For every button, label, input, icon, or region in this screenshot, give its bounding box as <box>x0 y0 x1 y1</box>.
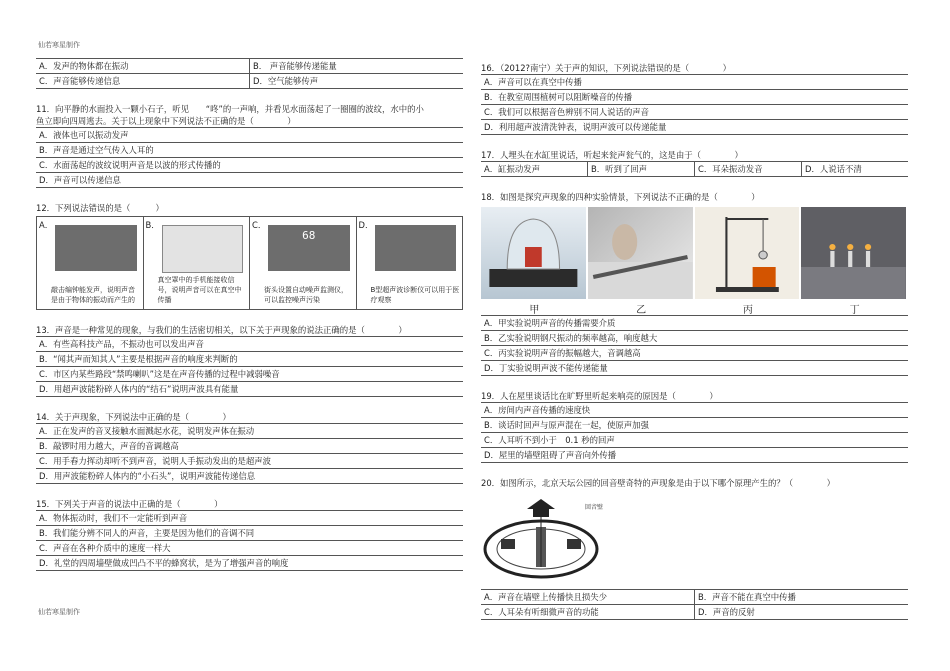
q20-option-b: B．声音不能在真空中传播 <box>694 590 908 604</box>
q18-labels <box>481 301 908 315</box>
q13-option-a: A．有些高科技产品，不振动也可以发出声音 <box>39 339 204 349</box>
q20-options <box>481 589 908 620</box>
q18-photo-bell-jar <box>481 207 586 299</box>
q15-stem: 15．下列关于声音的说法中正确的是（ ） <box>36 499 223 509</box>
q11-options <box>36 127 463 188</box>
q12-image-ultrasound <box>375 225 457 271</box>
q13-option-c: C．市区内某些路段“禁鸣喇叭”这是在声音传播的过程中减弱噪音 <box>39 369 280 379</box>
q12-tag-d: D． <box>358 220 374 230</box>
q11-option-d: D．声音可以传递信息 <box>39 175 121 185</box>
q12-image-bells <box>55 225 137 271</box>
q20-option-d: D．声音的反射 <box>694 605 908 619</box>
q18-option-c: C．丙实验说明声音的振幅越大，音调越高 <box>484 348 641 358</box>
q20-option-c: C．人耳朵有听细微声音的功能 <box>484 607 599 617</box>
q16-stem: 16．（2012?南宁）关于声的知识，下列说法错误的是（ ） <box>481 63 731 73</box>
q18-option-d: D．丁实验说明声波不能传递能量 <box>484 363 608 373</box>
q14-option-d: D．用声波能粉碎人体内的“小石头”，说明声波能传递信息 <box>39 471 256 481</box>
q12-figure-row <box>36 216 463 310</box>
watermark-top: 仙若寒星制作 <box>38 41 80 49</box>
q12-caption-b: 真空罩中的手机能接收信号，说明声音可以在真空中传播 <box>157 276 242 304</box>
q10-option-a: A．发声的物体都在振动 <box>39 61 129 71</box>
q16-option-d: D．利用超声波清洗钟表，说明声波可以传递能量 <box>484 122 667 132</box>
q16-option-b: B．在教室周围植树可以阻断噪音的传播 <box>484 92 633 102</box>
q11-option-b: B．声音是通过空气传入人耳的 <box>39 145 154 155</box>
q13-option-d: D．用超声波能粉碎人体内的“结石”说明声波具有能量 <box>39 384 239 394</box>
q12-tag-a: A． <box>39 220 54 230</box>
q12-box-a <box>36 217 144 309</box>
q12-caption-d: B型超声波诊断仪可以用于医疗观察 <box>370 286 460 304</box>
q20-option-a: A．声音在墙壁上传播快且损失少 <box>484 592 607 602</box>
q16-options <box>481 74 908 135</box>
watermark-bottom: 仙若寒星制作 <box>38 608 80 616</box>
q17-option-a: A．缸振动发声 <box>484 164 540 174</box>
q16-option-a: A．声音可以在真空中传播 <box>484 77 582 87</box>
q15-option-b: B．我们能分辨不同人的声音，主要是因为他们的音调不同 <box>39 528 255 538</box>
q18-photo-tuning-fork <box>695 207 800 299</box>
q12-image-noise-monitor <box>268 225 350 271</box>
q19-option-a: A．房间内声音传播的速度快 <box>484 405 591 415</box>
right-column <box>481 62 908 620</box>
q18-label-bing: 丙 <box>742 305 753 316</box>
q19-option-c: C．人耳听不到小于 0.1 秒的回声 <box>484 435 615 445</box>
q18-label-ding: 丁 <box>849 305 860 316</box>
q12-box-d <box>357 217 464 309</box>
q18-photo-candles <box>801 207 906 299</box>
q18-option-a: A．甲实验说明声音的传播需要介质 <box>484 318 616 328</box>
q12-image-phone-jar <box>162 225 244 273</box>
q19-stem: 19．人在屋里谈话比在旷野里听起来响亮的原因是（ ） <box>481 391 718 401</box>
q12-caption-c: 街头设置自动噪声监测仪，可以监控噪声污染 <box>264 286 348 304</box>
q13-options <box>36 336 463 397</box>
q14-stem: 14．关于声现象，下列说法中正确的是（ ） <box>36 412 231 422</box>
q15-option-d: D．礼堂的四周墙壁做成凹凸不平的蜂窝状，是为了增强声音的响度 <box>39 558 289 568</box>
q17-stem: 17．人埋头在水缸里说话，听起来瓮声瓮气的，这是由于（ ） <box>481 150 743 160</box>
q11-stem-line2: 鱼立即向四周逃去。关于以上现象中下列说法不正确的是（ ） <box>36 116 296 126</box>
q14-option-a: A．正在发声的音叉接触水面溅起水花，说明发声体在振动 <box>39 426 255 436</box>
q17-option-c: C．耳朵振动发音 <box>694 162 801 176</box>
q16-option-c: C．我们可以根据音色辨别不同人说话的声音 <box>484 107 649 117</box>
q11-option-c: C．水面荡起的波纹说明声音是以波的形式传播的 <box>39 160 221 170</box>
q18-label-jia: 甲 <box>529 305 540 316</box>
q14-option-c: C．用手舂力挥动却听不到声音，说明人手振动发出的是超声波 <box>39 456 271 466</box>
q15-option-a: A．物体振动时，我们不一定能听到声音 <box>39 513 188 523</box>
q12-caption-a: 敲击编钟能发声，说明声音是由于物体的振动而产生的 <box>51 286 135 304</box>
q12-stem: 12．下列说法错误的是（ ） <box>36 203 164 213</box>
q14-option-b: B．敲锣时用力越大，声音的音调越高 <box>39 441 179 451</box>
q10-option-c: C．声音能够传递信息 <box>39 76 121 86</box>
q15-option-c: C．声音在各种介质中的速度一样大 <box>39 543 171 553</box>
q18-photo-row <box>481 207 908 299</box>
q12-monitor-readout: 68 <box>302 229 316 242</box>
q17-options <box>481 161 908 177</box>
q18-options <box>481 315 908 376</box>
q19-option-d: D．屋里的墙壁阻碍了声音向外传播 <box>484 450 617 460</box>
q13-stem: 13．声音是一种常见的现象，与我们的生活密切相关，以下关于声现象的说法正确的是（ ） <box>36 325 407 335</box>
q10-options <box>36 58 463 89</box>
q12-box-b <box>144 217 251 309</box>
q20-echo-wall-figure <box>481 493 621 583</box>
q11-stem-line1: 11．向平静的水面投入一颗小石子，听见 “咚”的一声响，并看见水面荡起了一圈圈的波纹，水中的小 <box>36 104 424 114</box>
q18-photo-ruler <box>588 207 693 299</box>
q10-option-d: D．空气能够传声 <box>249 74 463 88</box>
q18-option-b: B．乙实验说明钢尺振动的频率越高，响度越大 <box>484 333 658 343</box>
q14-options <box>36 423 463 484</box>
q18-stem: 18．如图是探究声现象的四种实验情景，下列说法不正确的是（ ） <box>481 192 760 202</box>
q10-option-b: B． 声音能够传递能量 <box>249 59 463 73</box>
q17-option-b: B．听到了回声 <box>587 162 694 176</box>
q19-option-b: B．谈话时回声与原声混在一起，使原声加强 <box>484 420 649 430</box>
q12-tag-c: C． <box>252 220 267 230</box>
q20-figure-label: 回音壁 <box>585 504 604 511</box>
q12-box-c <box>250 217 357 309</box>
q20-stem: 20．如图所示，北京天坛公园的回音壁奇特的声现象是由于以下哪个原理产生的？（ ） <box>481 478 836 488</box>
q18-label-yi: 乙 <box>636 305 647 316</box>
q12-tag-b: B． <box>145 220 160 230</box>
q19-options <box>481 402 908 463</box>
left-column <box>36 58 463 571</box>
q13-option-b: B．“闻其声而知其人”主要是根据声音的响度来判断的 <box>39 354 238 364</box>
q15-options <box>36 510 463 571</box>
q11-option-a: A．液体也可以振动发声 <box>39 130 129 140</box>
q17-option-d: D．人说话不清 <box>801 162 908 176</box>
